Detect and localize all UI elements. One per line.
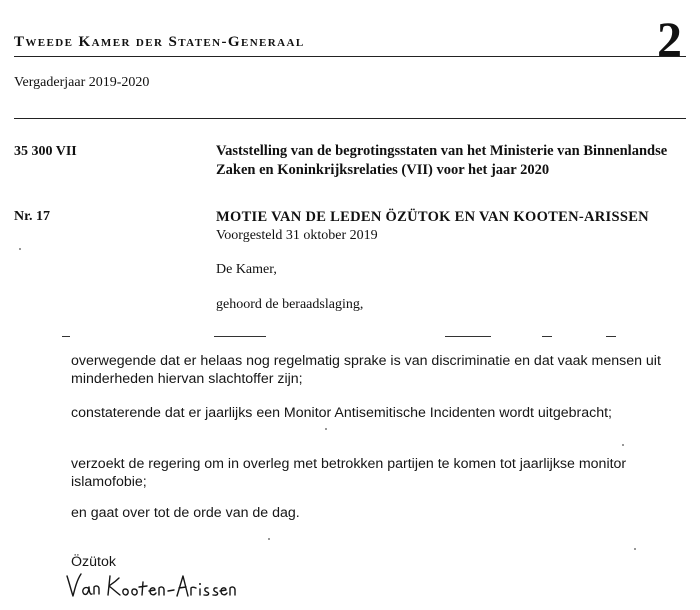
scan-dash [542,336,552,337]
scan-speck [634,548,636,550]
noting-paragraph: constaterende dat er jaarlijks een Monitor Antisemitische Incidenten wordt uitgebracht; [71,405,612,421]
chamber-name: Tweede Kamer der Staten-Generaal [14,34,305,50]
dossier-title: Vaststelling van de begrotingsstaten van het Ministerie van Binnenlandse Zaken en Koninkrijksrelaties (VII) voor het jaar 2020 [216,143,668,178]
considering-paragraph: overwegende dat er helaas nog regelmatig sprake is van discriminatie en dat vaak mensen uit minderheden hiervan slachtoffer zijn; [71,353,661,387]
signer-name: Özütok [71,554,116,570]
request-paragraph: verzoekt de regering om in overleg met betrokken partijen te komen tot jaarlijkse monitor islamofobie; [71,456,627,490]
scan-speck [622,444,624,446]
header-rule [14,56,686,57]
session-year: Vergaderjaar 2019-2020 [14,75,150,90]
closing-paragraph: en gaat over tot de orde van de dag. [71,505,300,521]
motion-number: Nr. 17 [14,209,51,224]
document-number: 2 [657,11,682,67]
scan-speck [325,428,327,430]
handwritten-signature [64,570,244,600]
motion-title: MOTIE VAN DE LEDEN ÖZÜTOK EN VAN KOOTEN-ARISSEN [216,209,649,225]
scan-dash [445,336,491,337]
dossier-number: 35 300 VII [14,144,77,159]
scan-speck [268,538,270,540]
scan-dash [214,336,266,337]
scan-dash [606,336,616,337]
addressee: De Kamer, [216,262,277,277]
scan-speck [19,248,21,250]
proposed-date: Voorgesteld 31 oktober 2019 [216,228,378,243]
section-rule [14,118,686,119]
heard-deliberation: gehoord de beraadslaging, [216,297,364,312]
scan-dash [62,336,70,337]
